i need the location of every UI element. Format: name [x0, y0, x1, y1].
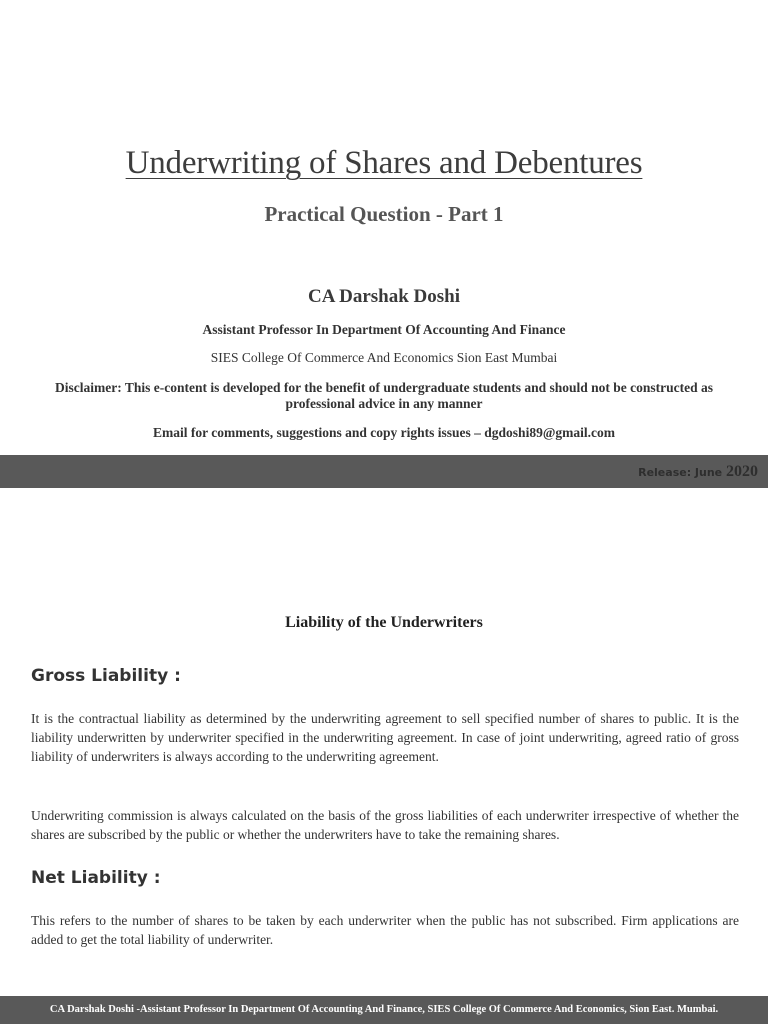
- release-bar: [0, 455, 768, 488]
- gross-liability-paragraph: It is the contractual liability as determined by the underwriting agreement to sell specified number of shares to public. It is the liability underwritten by underwriter specified in the underwriting agreement. In case of joint underwriting, agreed ratio of gross liability of underwriters is always according to the underwriting agreement.: [31, 711, 739, 765]
- release-year: 2020: [726, 463, 758, 480]
- release-info: [638, 463, 758, 481]
- content-slide: [0, 488, 768, 1024]
- page-subtitle: Practical Question - Part 1: [264, 202, 504, 226]
- net-liability-paragraph: This refers to the number of shares to be taken by each underwriter when the public has not subscribed. Firm applications are added to get the total liability of underwriter.: [31, 913, 739, 948]
- page-title: Underwriting of Shares and Debentures: [125, 145, 643, 181]
- net-liability-heading: Net Liability :: [31, 868, 161, 888]
- underwriting-commission-paragraph: Underwriting commission is always calculated on the basis of the gross liabilities of each underwriter irrespective of whether the shares are subscribed by the public or whether the underwriters have to take the remaining shares.: [31, 808, 739, 843]
- release-label: Release: June: [638, 466, 723, 479]
- author-college: SIES College Of Commerce And Economics Sion East Mumbai: [210, 350, 558, 365]
- gross-liability-heading: Gross Liability :: [31, 666, 181, 686]
- author-name: CA Darshak Doshi: [307, 286, 461, 307]
- title-slide: [0, 0, 768, 488]
- disclaimer-text: Disclaimer: This e-content is developed for the benefit of undergraduate students and should not be constructed as professional advice in any manner: [54, 380, 713, 411]
- author-position: Assistant Professor In Department Of Accounting And Finance: [202, 322, 566, 337]
- section-heading: Liability of the Underwriters: [285, 614, 483, 631]
- footer-bar: CA Darshak Doshi -Assistant Professor In Department Of Accounting And Finance, SIES College Of Commerce And Economics, Sion East. Mumbai.: [0, 996, 768, 1024]
- contact-email-line: Email for comments, suggestions and copy rights issues – dgdoshi89@gmail.com: [153, 425, 615, 440]
